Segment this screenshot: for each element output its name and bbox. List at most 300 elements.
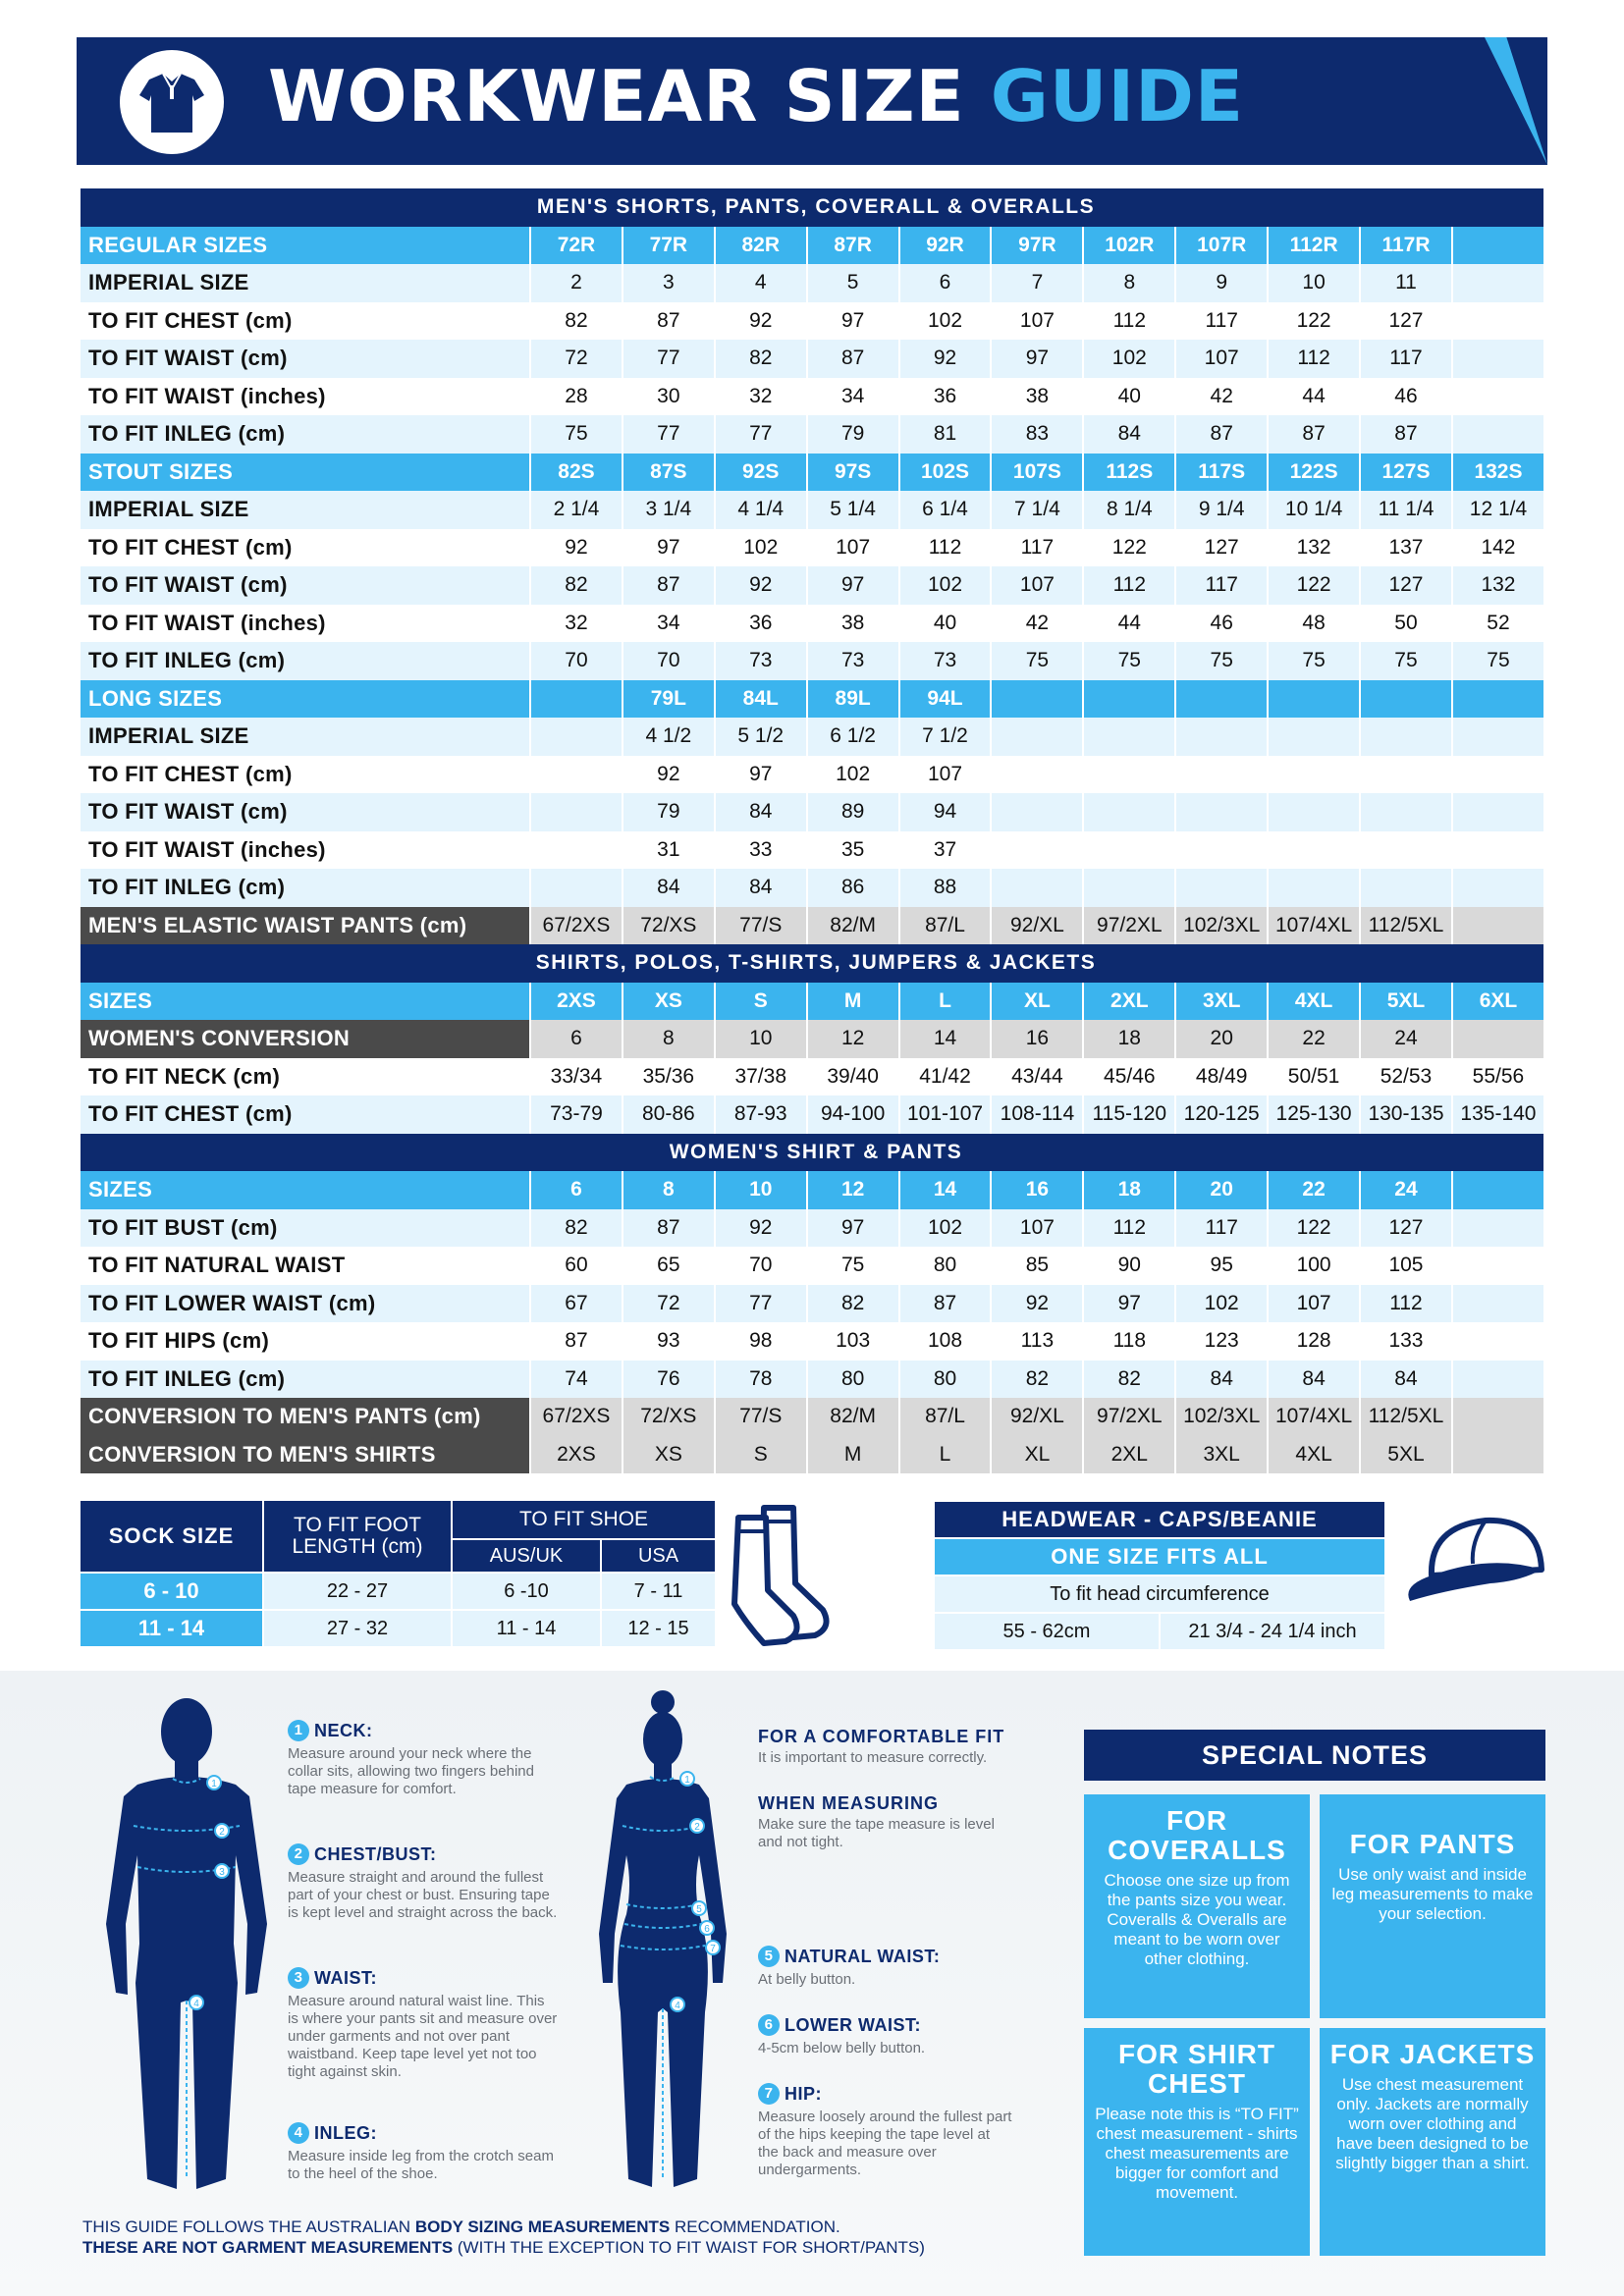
table-cell: 112 bbox=[1084, 566, 1174, 605]
table-cell: 92/XL bbox=[992, 1398, 1082, 1436]
table-cell: 142 bbox=[1453, 529, 1543, 567]
regular-sizes-header bbox=[81, 227, 1543, 265]
footer-line-1: THIS GUIDE FOLLOWS THE AUSTRALIAN BODY SIZING MEASUREMENTS RECOMMENDATION. bbox=[82, 2217, 840, 2236]
row-label: STOUT SIZES bbox=[81, 454, 529, 492]
table-cell: 6 bbox=[531, 1020, 622, 1058]
table-cell bbox=[1453, 1285, 1543, 1323]
table-cell: 95 bbox=[1176, 1247, 1267, 1285]
table-cell bbox=[1361, 756, 1451, 794]
table-cell bbox=[1361, 718, 1451, 756]
table-cell bbox=[1084, 831, 1174, 870]
table-row bbox=[81, 302, 1543, 341]
table-cell: 92R bbox=[900, 227, 991, 265]
table-cell: 3XL bbox=[1176, 983, 1267, 1021]
table-cell: 122 bbox=[1269, 1209, 1359, 1248]
row-label: TO FIT INLEG (cm) bbox=[81, 415, 529, 454]
table-cell: 34 bbox=[623, 605, 714, 643]
when-measuring-tip bbox=[758, 1794, 1013, 1851]
table-cell: 79 bbox=[623, 793, 714, 831]
table-cell: 74 bbox=[531, 1361, 622, 1399]
svg-text:4: 4 bbox=[193, 1999, 199, 2009]
table-cell: 132 bbox=[1269, 529, 1359, 567]
table-cell: 60 bbox=[531, 1247, 622, 1285]
table-cell bbox=[1176, 680, 1267, 719]
table-cell bbox=[1453, 378, 1543, 416]
table-cell: 11 1/4 bbox=[1361, 491, 1451, 529]
table-cell: 100 bbox=[1269, 1247, 1359, 1285]
table-cell: 67/2XS bbox=[531, 907, 622, 945]
stout-sizes-header bbox=[81, 454, 1543, 492]
table-cell: 32 bbox=[531, 605, 622, 643]
table-row bbox=[81, 415, 1543, 454]
table-cell: 112 bbox=[900, 529, 991, 567]
table-cell: 14 bbox=[900, 1171, 991, 1209]
table-cell: 34 bbox=[808, 378, 898, 416]
table-cell: 87-93 bbox=[716, 1095, 806, 1134]
step-number: 7 bbox=[758, 2083, 780, 2105]
natural-waist-guide bbox=[758, 1946, 1013, 1989]
table-cell bbox=[1176, 831, 1267, 870]
size-table bbox=[79, 188, 1545, 1473]
table-cell: 75 bbox=[808, 1247, 898, 1285]
table-cell: 120-125 bbox=[1176, 1095, 1267, 1134]
row-label: CONVERSION TO MEN'S SHIRTS bbox=[81, 1436, 529, 1474]
table-cell: 135-140 bbox=[1453, 1095, 1543, 1134]
table-cell: 8 bbox=[623, 1020, 714, 1058]
note-shirt-chest bbox=[1084, 2028, 1310, 2256]
table-cell: L bbox=[900, 1436, 991, 1474]
aus-uk-header: AUS/UK bbox=[453, 1540, 600, 1572]
tip-text: It is important to measure correctly. bbox=[758, 1749, 988, 1766]
usa-size: 7 - 11 bbox=[602, 1574, 715, 1609]
table-cell: 6 1/4 bbox=[900, 491, 991, 529]
note-title: FOR JACKETS bbox=[1329, 2039, 1536, 2069]
table-cell: 30 bbox=[623, 378, 714, 416]
male-figure bbox=[98, 1688, 275, 2199]
table-cell: 107 bbox=[992, 566, 1082, 605]
table-cell: 112S bbox=[1084, 454, 1174, 492]
table-row bbox=[81, 340, 1543, 378]
table-cell: 77/S bbox=[716, 1398, 806, 1436]
table-cell: 4 1/2 bbox=[623, 718, 714, 756]
table-cell: 73 bbox=[808, 642, 898, 680]
row-label: IMPERIAL SIZE bbox=[81, 718, 529, 756]
table-cell: 122 bbox=[1084, 529, 1174, 567]
table-cell bbox=[1176, 869, 1267, 907]
table-cell: 87 bbox=[1176, 415, 1267, 454]
note-text: Please note this is “TO FIT” chest measurement - shirts chest measurements are bigger for comfort and movement. bbox=[1095, 2105, 1299, 2202]
table-cell: 18 bbox=[1084, 1171, 1174, 1209]
table-cell: 70 bbox=[623, 642, 714, 680]
table-cell: 107/4XL bbox=[1269, 1398, 1359, 1436]
table-cell bbox=[531, 756, 622, 794]
hip-guide bbox=[758, 2083, 1013, 2179]
table-cell: 127 bbox=[1361, 302, 1451, 341]
table-cell: 102 bbox=[900, 1209, 991, 1248]
tip-title: WHEN MEASURING bbox=[758, 1793, 939, 1813]
table-cell: 112/5XL bbox=[1361, 1398, 1451, 1436]
table-cell: 87/L bbox=[900, 907, 991, 945]
table-cell: 11 bbox=[1361, 264, 1451, 302]
table-cell: 2XS bbox=[531, 983, 622, 1021]
table-cell: 107 bbox=[808, 529, 898, 567]
table-cell: 132S bbox=[1453, 454, 1543, 492]
row-label: TO FIT LOWER WAIST (cm) bbox=[81, 1285, 529, 1323]
svg-text:2: 2 bbox=[219, 1827, 225, 1838]
note-title: FOR PANTS bbox=[1349, 1829, 1516, 1859]
table-cell: 22 bbox=[1269, 1020, 1359, 1058]
table-cell: 97/2XL bbox=[1084, 907, 1174, 945]
table-cell: 73-79 bbox=[531, 1095, 622, 1134]
table-cell bbox=[1453, 1361, 1543, 1399]
fit-shoe-header: TO FIT SHOE bbox=[453, 1501, 715, 1538]
table-cell bbox=[1176, 756, 1267, 794]
table-cell: 87 bbox=[1269, 415, 1359, 454]
table-cell: 41/42 bbox=[900, 1058, 991, 1096]
note-title: FOR COVERALLS bbox=[1108, 1805, 1286, 1865]
table-cell: XS bbox=[623, 983, 714, 1021]
table-cell: 37/38 bbox=[716, 1058, 806, 1096]
table-cell: 4 1/4 bbox=[716, 491, 806, 529]
table-cell: 102/3XL bbox=[1176, 1398, 1267, 1436]
table-cell: 55/56 bbox=[1453, 1058, 1543, 1096]
womens-section-header bbox=[81, 1134, 1543, 1172]
table-cell: 16 bbox=[992, 1020, 1082, 1058]
aus-size: 6 -10 bbox=[453, 1574, 600, 1609]
guide-text: Measure loosely around the fullest part of the hips keeping the tape level at the back and measure over undergarments. bbox=[758, 2109, 1012, 2178]
sock-size: 11 - 14 bbox=[81, 1611, 262, 1646]
table-row bbox=[81, 718, 1543, 756]
table-cell: S bbox=[716, 983, 806, 1021]
table-cell: 117 bbox=[1176, 302, 1267, 341]
table-cell bbox=[1269, 756, 1359, 794]
table-cell: 133 bbox=[1361, 1322, 1451, 1361]
table-cell: 107 bbox=[1269, 1285, 1359, 1323]
table-cell: 97 bbox=[623, 529, 714, 567]
inleg-guide bbox=[288, 2122, 558, 2183]
table-cell: 77 bbox=[623, 415, 714, 454]
table-cell: 20 bbox=[1176, 1171, 1267, 1209]
table-cell: 122 bbox=[1269, 302, 1359, 341]
table-cell: 102R bbox=[1084, 227, 1174, 265]
table-cell: 92S bbox=[716, 454, 806, 492]
row-label: TO FIT WAIST (cm) bbox=[81, 793, 529, 831]
foot-length: 22 - 27 bbox=[264, 1574, 451, 1609]
table-cell: 22 bbox=[1269, 1171, 1359, 1209]
table-cell: 33/34 bbox=[531, 1058, 622, 1096]
table-cell bbox=[1084, 869, 1174, 907]
table-cell: 38 bbox=[808, 605, 898, 643]
table-cell: 107 bbox=[1176, 340, 1267, 378]
table-cell: 82R bbox=[716, 227, 806, 265]
table-cell: 75 bbox=[1176, 642, 1267, 680]
table-cell: 4XL bbox=[1269, 983, 1359, 1021]
table-cell: 97 bbox=[808, 302, 898, 341]
table-cell bbox=[1084, 793, 1174, 831]
row-label: LONG SIZES bbox=[81, 680, 529, 719]
table-cell bbox=[992, 793, 1082, 831]
table-cell bbox=[1453, 415, 1543, 454]
guide-title: HIP: bbox=[785, 2084, 822, 2104]
table-cell: 2 1/4 bbox=[531, 491, 622, 529]
guide-text: Measure straight and around the fullest part of your chest or bust. Ensuring tape is kept level and straight across the back. bbox=[288, 1869, 558, 1921]
table-row bbox=[81, 1209, 1543, 1248]
head-circumference-label: To fit head circumference bbox=[935, 1576, 1384, 1612]
headwear-title: HEADWEAR - CAPS/BEANIE bbox=[935, 1502, 1384, 1537]
guide-title: WAIST: bbox=[314, 1968, 377, 1988]
svg-text:3: 3 bbox=[219, 1867, 225, 1878]
cap-icon bbox=[1402, 1507, 1549, 1615]
table-cell: 18 bbox=[1084, 1020, 1174, 1058]
table-cell: 33 bbox=[716, 831, 806, 870]
table-cell: 80 bbox=[900, 1361, 991, 1399]
table-cell: 7 1/4 bbox=[992, 491, 1082, 529]
table-cell: 46 bbox=[1361, 378, 1451, 416]
table-row bbox=[81, 1058, 1543, 1096]
table-row bbox=[81, 491, 1543, 529]
table-cell: 6XL bbox=[1453, 983, 1543, 1021]
guide-text: 4-5cm below belly button. bbox=[758, 2040, 926, 2056]
table-cell: 92 bbox=[992, 1285, 1082, 1323]
table-cell: 97 bbox=[716, 756, 806, 794]
table-cell: 82/M bbox=[808, 1398, 898, 1436]
table-cell bbox=[1269, 869, 1359, 907]
table-cell: 2XL bbox=[1084, 983, 1174, 1021]
table-row bbox=[81, 1095, 1543, 1134]
table-cell bbox=[531, 831, 622, 870]
comfortable-fit-tip bbox=[758, 1728, 1053, 1767]
usa-size: 12 - 15 bbox=[602, 1611, 715, 1646]
page-title: WORKWEAR SIZE GUIDE bbox=[268, 55, 1245, 137]
row-label: TO FIT CHEST (cm) bbox=[81, 756, 529, 794]
footer-note bbox=[82, 2216, 925, 2258]
row-label: WOMEN'S CONVERSION bbox=[81, 1020, 529, 1058]
aus-size: 11 - 14 bbox=[453, 1611, 600, 1646]
table-cell: 46 bbox=[1176, 605, 1267, 643]
table-cell bbox=[1453, 1247, 1543, 1285]
table-cell: 87 bbox=[623, 1209, 714, 1248]
table-cell: 44 bbox=[1269, 378, 1359, 416]
table-cell: 65 bbox=[623, 1247, 714, 1285]
table-cell: 48 bbox=[1269, 605, 1359, 643]
table-cell: 28 bbox=[531, 378, 622, 416]
footer-line-2: THESE ARE NOT GARMENT MEASUREMENTS (WITH THE EXCEPTION TO FIT WAIST FOR SHORT/PANTS) bbox=[82, 2238, 925, 2257]
table-cell bbox=[1453, 302, 1543, 341]
table-cell: 82 bbox=[808, 1285, 898, 1323]
table-cell: 10 1/4 bbox=[1269, 491, 1359, 529]
table-cell: 107 bbox=[992, 1209, 1082, 1248]
table-cell: 84 bbox=[1176, 1361, 1267, 1399]
table-cell: 102 bbox=[1176, 1285, 1267, 1323]
table-cell: 93 bbox=[623, 1322, 714, 1361]
guide-text: Measure inside leg from the crotch seam to the heel of the shoe. bbox=[288, 2148, 554, 2182]
table-cell: 40 bbox=[1084, 378, 1174, 416]
table-cell: 92 bbox=[900, 340, 991, 378]
table-cell: S bbox=[716, 1436, 806, 1474]
table-cell: 70 bbox=[531, 642, 622, 680]
table-cell: 97/2XL bbox=[1084, 1398, 1174, 1436]
table-cell: 112 bbox=[1084, 302, 1174, 341]
table-cell: 82/M bbox=[808, 907, 898, 945]
row-label: SIZES bbox=[81, 983, 529, 1021]
table-cell: 102 bbox=[900, 566, 991, 605]
table-cell: 3 1/4 bbox=[623, 491, 714, 529]
note-title: FOR SHIRT CHEST bbox=[1118, 2039, 1275, 2099]
table-cell: 3XL bbox=[1176, 1436, 1267, 1474]
table-cell: 6 bbox=[531, 1171, 622, 1209]
section-title: SHIRTS, POLOS, T-SHIRTS, JUMPERS & JACKETS bbox=[81, 944, 1543, 983]
table-cell: 88 bbox=[900, 869, 991, 907]
table-cell: 5 bbox=[808, 264, 898, 302]
table-cell: 42 bbox=[992, 605, 1082, 643]
section-title: MEN'S SHORTS, PANTS, COVERALL & OVERALLS bbox=[81, 188, 1543, 227]
table-cell: 84 bbox=[623, 869, 714, 907]
table-cell: 117S bbox=[1176, 454, 1267, 492]
long-sizes-header bbox=[81, 680, 1543, 719]
table-cell bbox=[1453, 756, 1543, 794]
table-cell: 8 1/4 bbox=[1084, 491, 1174, 529]
table-cell: 82 bbox=[716, 340, 806, 378]
table-cell bbox=[1453, 869, 1543, 907]
table-cell: 45/46 bbox=[1084, 1058, 1174, 1096]
table-row bbox=[81, 529, 1543, 567]
foot-length-header: TO FIT FOOT LENGTH (cm) bbox=[264, 1501, 451, 1572]
table-cell bbox=[1453, 1436, 1543, 1474]
table-cell: 3 bbox=[623, 264, 714, 302]
table-cell: 82 bbox=[992, 1361, 1082, 1399]
row-label: MEN'S ELASTIC WAIST PANTS (cm) bbox=[81, 907, 529, 945]
table-cell: 105 bbox=[1361, 1247, 1451, 1285]
table-cell: 84 bbox=[1269, 1361, 1359, 1399]
headwear-table bbox=[933, 1500, 1386, 1651]
table-cell: 8 bbox=[1084, 264, 1174, 302]
table-cell: 24 bbox=[1361, 1171, 1451, 1209]
table-cell: 2XL bbox=[1084, 1436, 1174, 1474]
table-row bbox=[81, 1322, 1543, 1361]
table-cell: 6 bbox=[900, 264, 991, 302]
table-cell: 132 bbox=[1453, 566, 1543, 605]
guide-title: CHEST/BUST: bbox=[314, 1844, 437, 1864]
table-cell: 87 bbox=[900, 1285, 991, 1323]
table-cell: 102 bbox=[808, 756, 898, 794]
table-cell: 5XL bbox=[1361, 1436, 1451, 1474]
guide-title: NATURAL WAIST: bbox=[785, 1947, 941, 1966]
table-row bbox=[81, 1247, 1543, 1285]
step-number: 6 bbox=[758, 2014, 780, 2036]
table-cell bbox=[1084, 756, 1174, 794]
table-cell: 123 bbox=[1176, 1322, 1267, 1361]
table-cell bbox=[992, 869, 1082, 907]
table-cell: 24 bbox=[1361, 1020, 1451, 1058]
table-cell: 72 bbox=[531, 340, 622, 378]
table-cell: XL bbox=[992, 983, 1082, 1021]
conversion-pants-row bbox=[81, 1398, 1543, 1436]
table-row bbox=[81, 1285, 1543, 1323]
row-label: TO FIT BUST (cm) bbox=[81, 1209, 529, 1248]
table-cell: 9 bbox=[1176, 264, 1267, 302]
table-cell bbox=[1453, 1020, 1543, 1058]
table-cell: 2 bbox=[531, 264, 622, 302]
table-cell: 79 bbox=[808, 415, 898, 454]
table-cell: 107 bbox=[900, 756, 991, 794]
table-cell: 10 bbox=[716, 1171, 806, 1209]
table-cell: 127S bbox=[1361, 454, 1451, 492]
table-cell: 12 1/4 bbox=[1453, 491, 1543, 529]
table-cell: 77/S bbox=[716, 907, 806, 945]
guide-text: At belly button. bbox=[758, 1971, 856, 1988]
table-cell: 37 bbox=[900, 831, 991, 870]
table-cell: 80 bbox=[900, 1247, 991, 1285]
womens-sizes-header bbox=[81, 1171, 1543, 1209]
logo bbox=[120, 50, 224, 154]
table-cell: 84 bbox=[1361, 1361, 1451, 1399]
table-cell bbox=[1453, 1209, 1543, 1248]
sock-row bbox=[81, 1574, 715, 1609]
table-cell: 112/5XL bbox=[1361, 907, 1451, 945]
table-cell: 122 bbox=[1269, 566, 1359, 605]
table-cell: 35 bbox=[808, 831, 898, 870]
table-cell bbox=[1453, 264, 1543, 302]
table-cell: 80-86 bbox=[623, 1095, 714, 1134]
table-cell: 127 bbox=[1361, 1209, 1451, 1248]
table-row bbox=[81, 566, 1543, 605]
table-cell bbox=[531, 718, 622, 756]
table-cell: 113 bbox=[992, 1322, 1082, 1361]
table-cell: 48/49 bbox=[1176, 1058, 1267, 1096]
table-cell: 97 bbox=[808, 1209, 898, 1248]
table-cell: 76 bbox=[623, 1361, 714, 1399]
table-cell: 75 bbox=[1361, 642, 1451, 680]
table-cell: 94 bbox=[900, 793, 991, 831]
table-cell: 85 bbox=[992, 1247, 1082, 1285]
svg-text:5: 5 bbox=[696, 1904, 702, 1915]
table-cell: 12 bbox=[808, 1020, 898, 1058]
row-label: TO FIT HIPS (cm) bbox=[81, 1322, 529, 1361]
table-cell: 5 1/4 bbox=[808, 491, 898, 529]
table-cell: 82 bbox=[1084, 1361, 1174, 1399]
table-cell: 112R bbox=[1269, 227, 1359, 265]
table-cell: 39/40 bbox=[808, 1058, 898, 1096]
table-cell bbox=[1361, 680, 1451, 719]
table-cell: M bbox=[808, 1436, 898, 1474]
table-cell: 72/XS bbox=[623, 907, 714, 945]
row-label: REGULAR SIZES bbox=[81, 227, 529, 265]
table-cell: 10 bbox=[716, 1020, 806, 1058]
table-cell: 86 bbox=[808, 869, 898, 907]
row-label: TO FIT WAIST (cm) bbox=[81, 566, 529, 605]
elastic-waist-row bbox=[81, 907, 1543, 945]
table-cell bbox=[1084, 680, 1174, 719]
table-cell: 102 bbox=[716, 529, 806, 567]
table-cell: 4XL bbox=[1269, 1436, 1359, 1474]
table-cell: 128 bbox=[1269, 1322, 1359, 1361]
table-cell: 137 bbox=[1361, 529, 1451, 567]
note-pants bbox=[1320, 1794, 1545, 2018]
svg-text:7: 7 bbox=[710, 1944, 716, 1954]
tip-text: Make sure the tape measure is level and not tight. bbox=[758, 1816, 995, 1850]
table-cell: 38 bbox=[992, 378, 1082, 416]
table-cell: 125-130 bbox=[1269, 1095, 1359, 1134]
row-label: TO FIT INLEG (cm) bbox=[81, 869, 529, 907]
table-row bbox=[81, 642, 1543, 680]
tip-title: FOR A COMFORTABLE FIT bbox=[758, 1727, 1005, 1746]
table-cell: 94L bbox=[900, 680, 991, 719]
table-cell: 6 1/2 bbox=[808, 718, 898, 756]
table-cell: 98 bbox=[716, 1322, 806, 1361]
table-cell bbox=[992, 718, 1082, 756]
female-figure bbox=[589, 1688, 736, 2199]
table-cell bbox=[992, 756, 1082, 794]
